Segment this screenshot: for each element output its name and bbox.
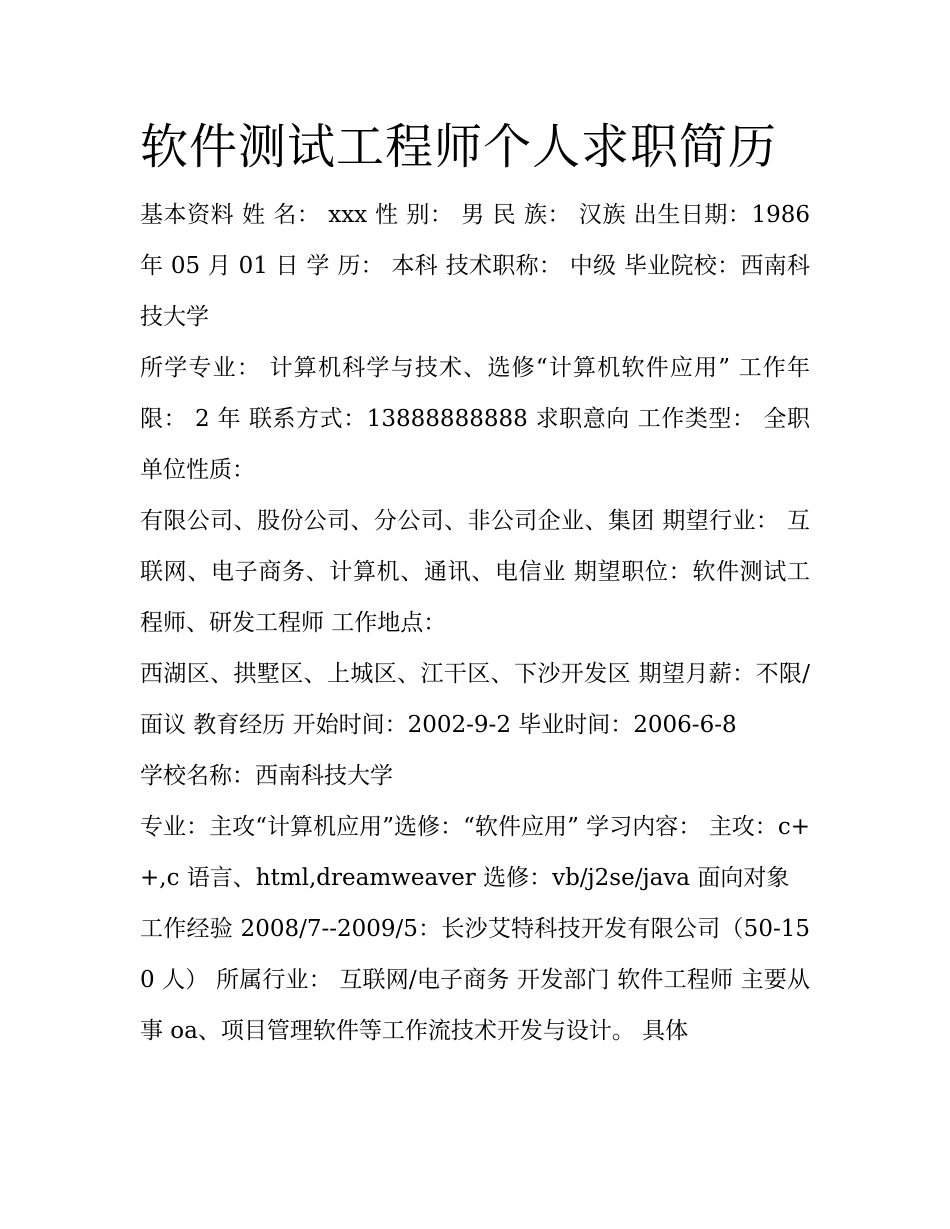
document-page — [140, 112, 810, 1057]
company-type-paragraph: 有限公司、股份公司、分公司、非公司企业、集团 期望行业： 互联网、电子商务、计算机、通讯、电信业 期望职位：软件测试工程师、研发工程师 工作地点： — [140, 508, 810, 636]
school-name-paragraph: 学校名称：西南科技大学 — [140, 763, 393, 789]
basic-info-paragraph: 基本资料 姓 名： xxx 性 别： 男 民 族： 汉族 出生日期：1986 年 05 月 01 日 学 历： 本科 技术职称： 中级 毕业院校：西南科技大学 — [140, 202, 810, 330]
document-title: 软件测试工程师个人求职简历 — [140, 119, 778, 175]
location-education-paragraph: 西湖区、拱墅区、上城区、江干区、下沙开发区 期望月薪：不限/面议 教育经历 开始时间：2002-9-2 毕业时间：2006-6-8 — [140, 661, 810, 738]
work-experience-paragraph: 工作经验 2008/7--2009/5：长沙艾特科技开发有限公司（50-150 人） 所属行业： 互联网/电子商务 开发部门 软件工程师 主要从事 oa、项目管理软件等工作流技术开发与设计。 具体 — [140, 916, 810, 1044]
major-and-intent-paragraph: 所学专业： 计算机科学与技术、选修“计算机软件应用” 工作年限： 2 年 联系方式：13888888888 求职意向 工作类型： 全职 单位性质： — [140, 355, 810, 483]
specialty-paragraph: 专业：主攻“计算机应用”选修：“软件应用” 学习内容： 主攻：c++,c 语言、html,dreamweaver 选修：vb/j2se/java 面向对象 — [140, 814, 810, 891]
